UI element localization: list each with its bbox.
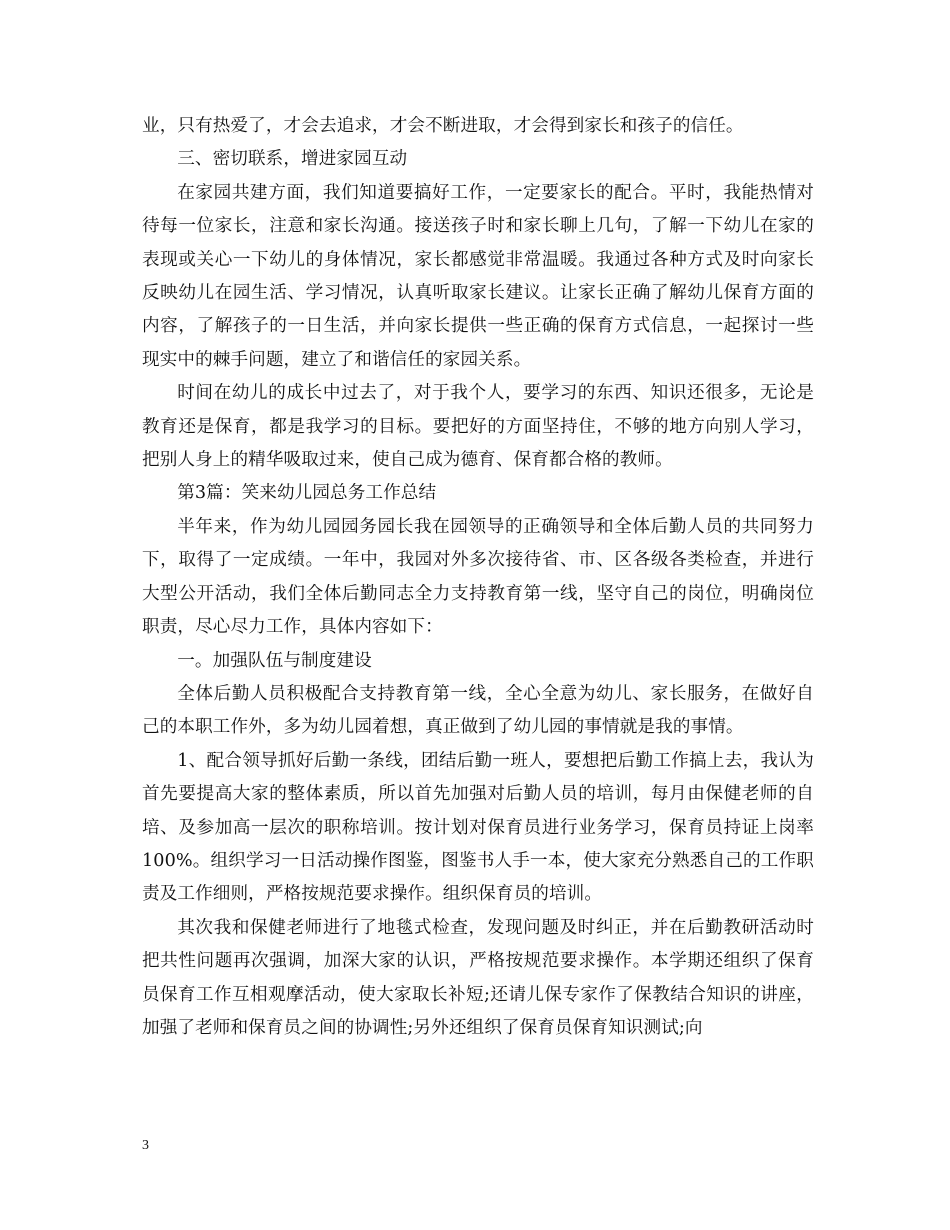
paragraph: 1、配合领导抓好后勤一条线，团结后勤一班人，要想把后勤工作搞上去，我认为首先要提高大家的整体素质，所以首先加强对后勤人员的培训，每月由保健老师的自培、及参加高一层次的职称培训。按计划对保育员进行业务学习，保育员持证上岗率100%。组织学习一日活动操作图鉴，图鉴书人手一本，使大家充分熟悉自己的工作职责及工作细则，严格按规范要求操作。组织保育员的培训。 [142, 750, 814, 905]
paragraph: 在家园共建方面，我们知道要搞好工作，一定要家长的配合。平时，我能热情对待每一位家长，注意和家长沟通。接送孩子时和家长聊上几句，了解一下幼儿在家的表现或关心一下幼儿的身体情况，家长都感觉非常温暖。我通过各种方式及时向家长反映幼儿在园生活、学习情况，认真听取家长建议。让家长正确了解幼儿保育方面的内容，了解孩子的一日生活，并向家长提供一些正确的保育方式信息，一起探讨一些现实中的棘手问题，建立了和谐信任的家园关系。 [142, 182, 814, 370]
document-body [142, 110, 814, 1045]
section-heading: 一。加强队伍与制度建设 [177, 650, 372, 671]
paragraph: 时间在幼儿的成长中过去了，对于我个人，要学习的东西、知识还很多，无论是教育还是保育，都是我学习的目标。要把好的方面坚持住，不够的地方向别人学习，把别人身上的精华吸取过来，使自己成为德育、保育都合格的教师。 [142, 383, 814, 471]
page-number: 3 [142, 1138, 149, 1153]
section-heading: 三、密切联系，增进家园互动 [177, 149, 408, 170]
paragraph: 业，只有热爱了，才会去追求，才会不断进取，才会得到家长和孩子的信任。 [142, 116, 744, 136]
article-title: 第3篇：笑来幼儿园总务工作总结 [177, 483, 437, 504]
paragraph: 半年来，作为幼儿园园务园长我在园领导的正确领导和全体后勤人员的共同努力下，取得了一定成绩。一年中，我园对外多次接待省、市、区各级各类检查，并进行大型公开活动，我们全体后勤同志全力支持教育第一线，坚守自己的岗位，明确岗位职责，尽心尽力工作，具体内容如下： [142, 516, 814, 638]
paragraph: 其次我和保健老师进行了地毯式检查，发现问题及时纠正，并在后勤教研活动时把共性问题再次强调，加深大家的认识，严格按规范要求操作。本学期还组织了保育员保育工作互相观摩活动，使大家取长补短;还请儿保专家作了保教结合知识的讲座，加强了老师和保育员之间的协调性;另外还组织了保育员保育知识测试;向 [142, 917, 814, 1038]
paragraph: 全体后勤人员积极配合支持教育第一线，全心全意为幼儿、家长服务，在做好自己的本职工作外，多为幼儿园着想，真正做到了幼儿园的事情就是我的事情。 [142, 683, 814, 738]
